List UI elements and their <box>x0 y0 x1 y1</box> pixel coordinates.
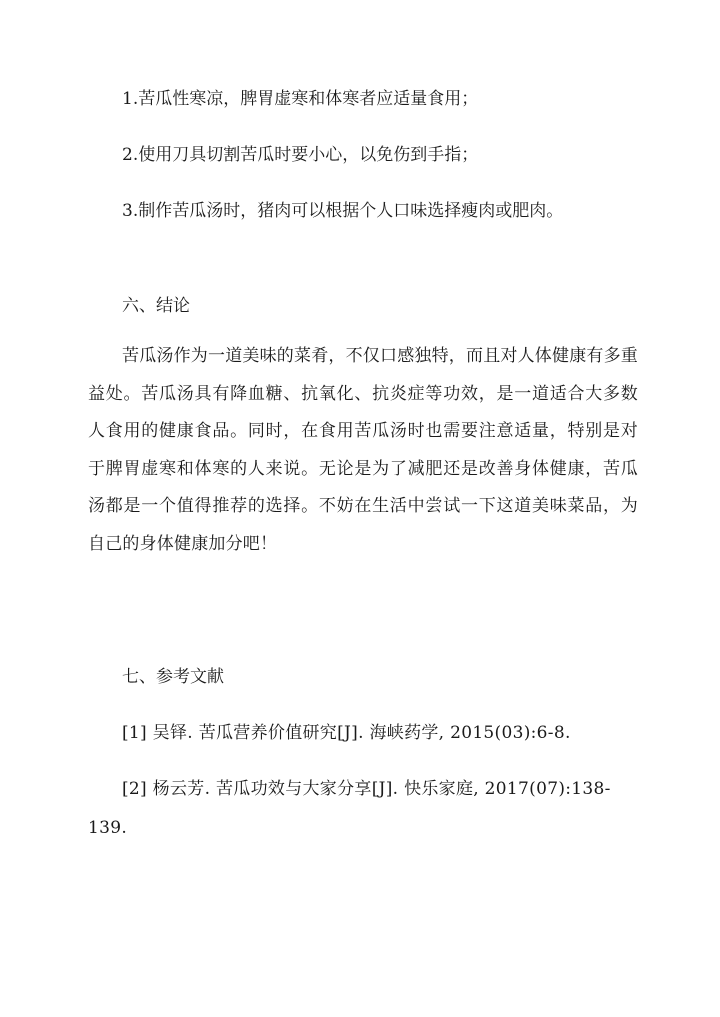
reference-item-1: [1] 吴铎. 苦瓜营养价值研究[J]. 海峡药学, 2015(03):6-8. <box>122 723 571 743</box>
conclusion-paragraph: 苦瓜汤作为一道美味的菜肴，不仅口感独特，而且对人体健康有多重益处。苦瓜汤具有降血糖、抗氧化、抗炎症等功效，是一道适合大多数人食用的健康食品。同时，在食用苦瓜汤时也需要注意适量，特别是对于脾胃虚寒和体寒的人来说。无论是为了减肥还是改善身体健康，苦瓜汤都是一个值得推荐的选择。不妨在生活中尝试一下这道美味菜品，为自己的身体健康加分吧！ <box>88 346 638 554</box>
section-heading-conclusion: 六、结论 <box>122 296 190 316</box>
precaution-item-1: 1.苦瓜性寒凉，脾胃虚寒和体寒者应适量食用； <box>122 89 479 109</box>
section-heading-references: 七、参考文献 <box>122 667 224 687</box>
precaution-item-3: 3.制作苦瓜汤时，猪肉可以根据个人口味选择瘦肉或肥肉。 <box>122 201 564 221</box>
reference-item-2: [2] 杨云芳. 苦瓜功效与大家分享[J]. 快乐家庭, 2017(07):138-139. <box>88 779 611 838</box>
precaution-item-2: 2.使用刀具切割苦瓜时要小心，以免伤到手指； <box>122 145 479 165</box>
